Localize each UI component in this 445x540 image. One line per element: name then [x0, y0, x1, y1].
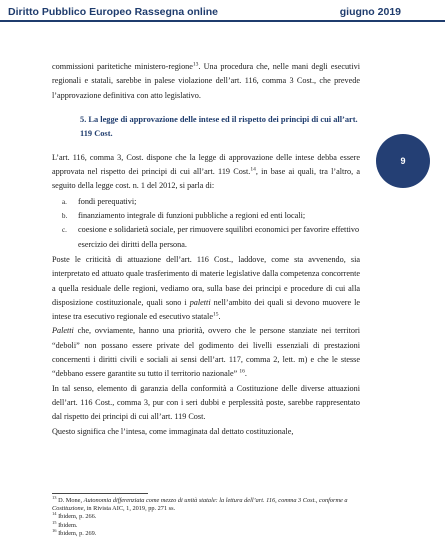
running-header [0, 0, 445, 21]
header-rule [0, 20, 445, 22]
footnote: $^{13}$ D. Mone, Autonomia differenziata come mezzo di unità statale: la lettura dell’art. 116, comma 3 Cost., conforme a Costituzione, in Rivista AIC, 1, 2019, pp. 271 ss. [52, 494, 348, 513]
paragraph-5: In tal senso, elemento di garanzia della conformità a Costituzione delle diverse attuazioni dell’art. 116 Cost., comma 3, pur con i seri dubbi e perplessità poste, sarebbe rappresentato dal rispetto dei principi di cui all’art. 119 Cost. [52, 383, 360, 422]
footnote: $^{14}$ Ibidem, p. 266. [52, 511, 97, 521]
list-item: a. fondi perequativi; [52, 195, 360, 209]
footnote-ref[interactable]: 15 [212, 311, 219, 318]
paragraph-3: Poste le criticità di attuazione dell’art. 116 Cost., laddove, come sta avvenendo, sia interpretato ed attuato quale trasferimento di materie legislative dalla competenza concorrente a quella residuale delle regioni, vediamo ora, sulla base dei principi e procedure di cui alla disposizione costituzionale, quali sono i paletti nell’ambito dei quali si devono muovere le intese tra esecutivo regionale ed esecutivo statale$^{15}$. [52, 254, 361, 322]
footnote-ref[interactable]: 13 [192, 61, 199, 68]
paragraph-4: Paletti che, ovviamente, hanno una priorità, ovvero che le persone stanziate nei territori “deboli” non possano essere private del godimento dei livelli essenziali di prestazioni concernenti i diritti civili e sociali ai sensi dell’art. 117, comma 2, lett. m) e che le stesse “debbano essere garantite su tutto il territorio nazionale” $^{16}$. [52, 326, 361, 379]
footnote-separator [52, 493, 148, 494]
paragraph-1: commissioni paritetiche ministero-regione$^{13}$. Una procedura che, nelle mani degli esecutivi regionali e statali, sarebbe in palese violazione dell’art. 116, comma 3 Cost., che prevede l’approvazione definitiva con atto legislativo. [52, 61, 360, 100]
main-text [52, 60, 360, 439]
list-marker: b. [62, 212, 68, 221]
journal-title: Diritto Pubblico Europeo Rassegna online [8, 6, 219, 18]
footnote-ref[interactable]: 16 [239, 368, 245, 375]
list-marker: c. [62, 226, 67, 235]
list-marker: a. [62, 197, 67, 206]
footnote-ref[interactable]: 14 [250, 166, 256, 173]
list-item: c. coesione e solidarietà sociale, per rimuovere squilibri economici per favorire effettivo esercizio dei diritti della persona. [62, 225, 360, 249]
section-heading: 5. La legge di approvazione delle intese ed il rispetto dei principi di cui all’art. 119 Cost. [80, 114, 358, 138]
principles-list [52, 195, 360, 252]
footnote: $^{15}$ Ibidem. [52, 519, 78, 529]
list-item: b. finanziamento integrale di funzioni pubbliche a regioni ed enti locali; [52, 209, 360, 223]
footnotes [52, 494, 360, 538]
footnote: $^{16}$ Ibidem, p. 269. [52, 527, 97, 537]
paragraph-2: L’art. 116, comma 3, Cost. dispone che la legge di approvazione delle intese debba essere approvata nel rispetto dei principi di cui all’art. 119 Cost.$^{14}$, in base ai quali, tra l’altro, a seguito della legge cost. n. 1 del 2012, si parla di: [52, 152, 360, 191]
issue-date: giugno 2019 [339, 6, 401, 18]
page-number-badge: 9 [376, 134, 430, 188]
paragraph-6: Questo significa che l’intesa, come immaginata dal dettato costituzionale, [52, 426, 294, 436]
